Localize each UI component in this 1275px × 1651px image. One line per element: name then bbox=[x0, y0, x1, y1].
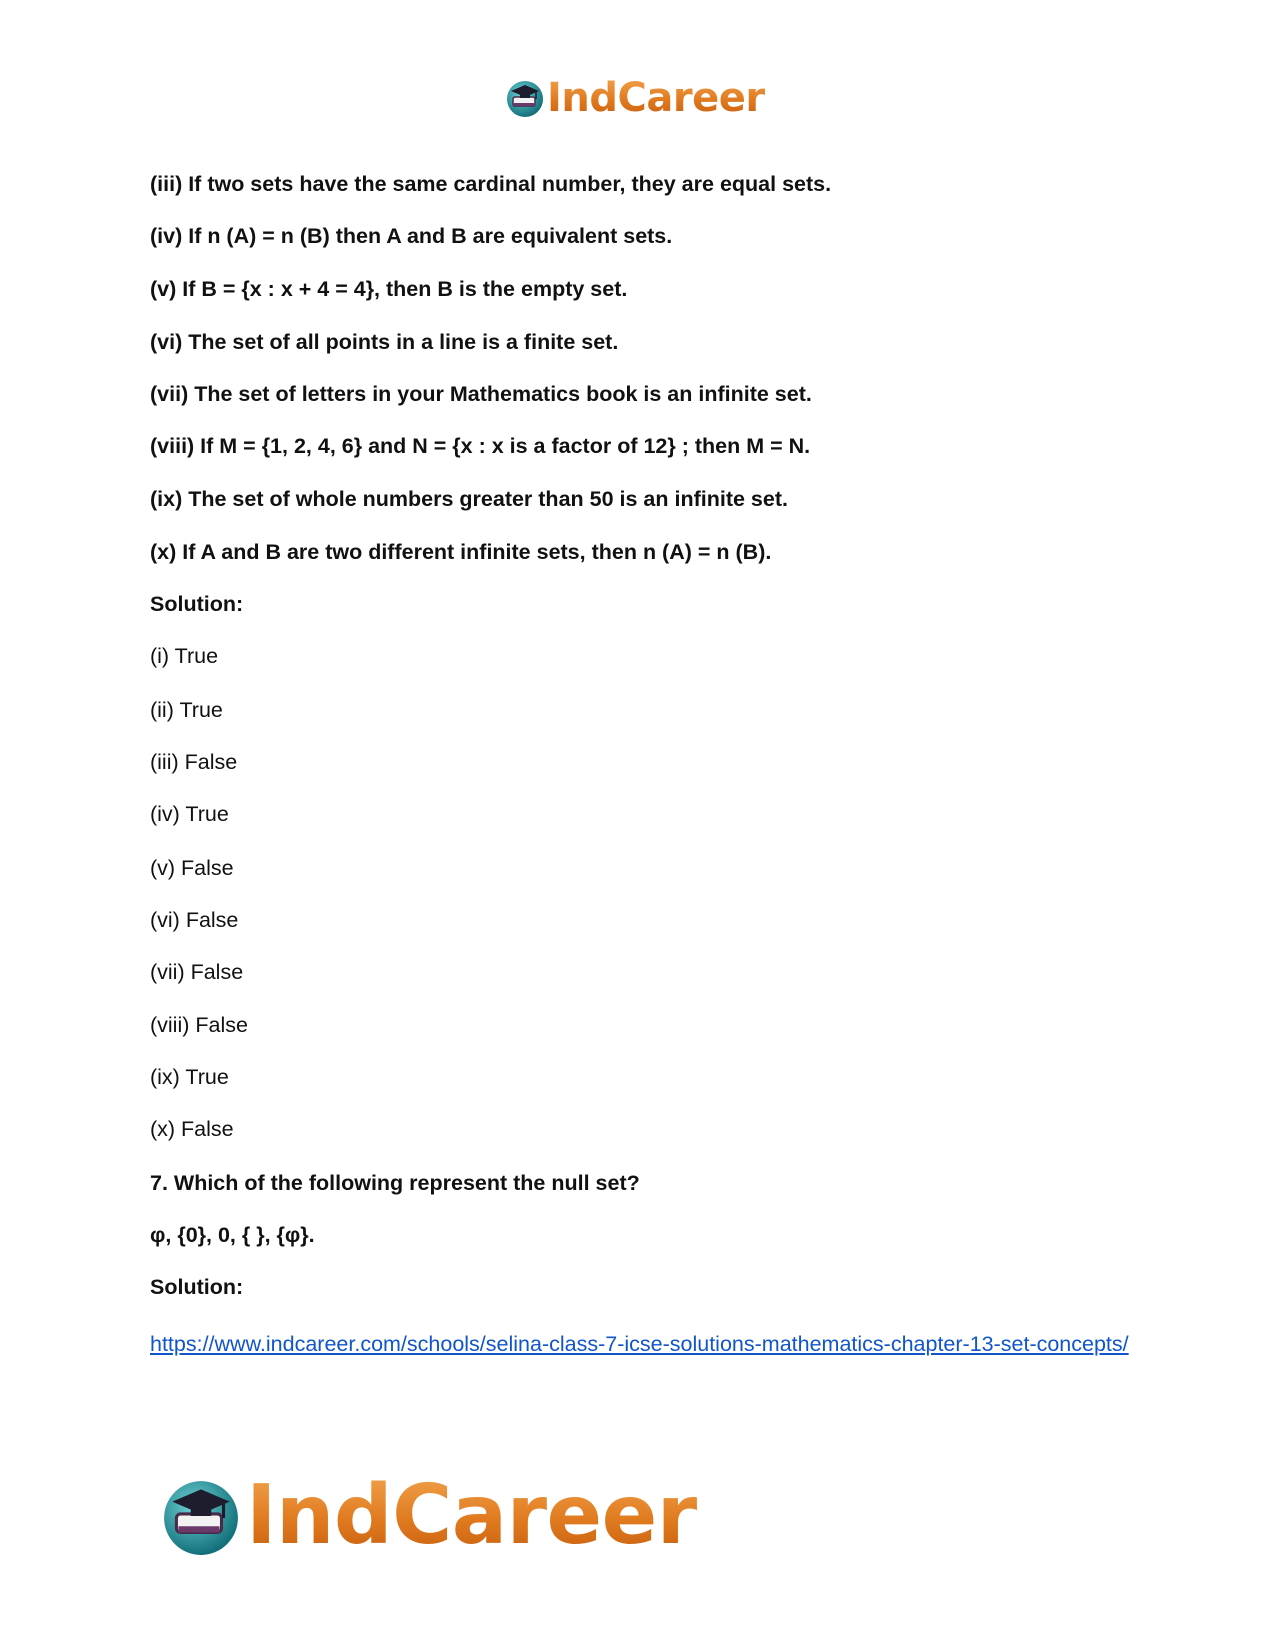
answer-v: (v) False bbox=[150, 856, 234, 880]
solution-heading: Solution: bbox=[150, 592, 244, 616]
graduation-cap-book-icon bbox=[160, 1475, 242, 1557]
answer-vi: (vi) False bbox=[150, 908, 239, 932]
logo-wordmark: IndCareer bbox=[246, 1468, 697, 1563]
question-7-options: φ, {0}, 0, { }, {φ}. bbox=[150, 1223, 315, 1247]
answer-iii: (iii) False bbox=[150, 750, 238, 774]
question-7: 7. Which of the following represent the null set? bbox=[150, 1171, 640, 1195]
question-7-solution-heading: Solution: bbox=[150, 1275, 244, 1299]
answer-iv: (iv) True bbox=[150, 802, 229, 826]
statement-iii: (iii) If two sets have the same cardinal number, they are equal sets. bbox=[150, 172, 832, 196]
answer-x: (x) False bbox=[150, 1117, 234, 1141]
graduation-cap-book-icon bbox=[505, 78, 545, 118]
answer-ii: (ii) True bbox=[150, 698, 223, 722]
answer-ix: (ix) True bbox=[150, 1065, 229, 1089]
statement-vii: (vii) The set of letters in your Mathematics book is an infinite set. bbox=[150, 382, 812, 406]
indcareer-logo-top bbox=[505, 75, 765, 121]
statement-viii: (viii) If M = {1, 2, 4, 6} and N = {x : x is a factor of 12} ; then M = N. bbox=[150, 434, 811, 458]
statement-ix: (ix) The set of whole numbers greater than 50 is an infinite set. bbox=[150, 487, 788, 511]
answer-i: (i) True bbox=[150, 644, 219, 668]
statement-vi: (vi) The set of all points in a line is a finite set. bbox=[150, 330, 619, 354]
logo-wordmark: IndCareer bbox=[547, 75, 765, 121]
answer-vii: (vii) False bbox=[150, 960, 244, 984]
indcareer-logo-bottom bbox=[160, 1468, 697, 1563]
source-link[interactable]: https://www.indcareer.com/schools/selina-class-7-icse-solutions-mathematics-chapter-13-set-concepts/ bbox=[150, 1332, 1129, 1356]
statement-iv: (iv) If n (A) = n (B) then A and B are equivalent sets. bbox=[150, 224, 673, 248]
statement-v: (v) If B = {x : x + 4 = 4}, then B is the empty set. bbox=[150, 277, 628, 301]
statement-x: (x) If A and B are two different infinite sets, then n (A) = n (B). bbox=[150, 540, 772, 564]
answer-viii: (viii) False bbox=[150, 1013, 248, 1037]
